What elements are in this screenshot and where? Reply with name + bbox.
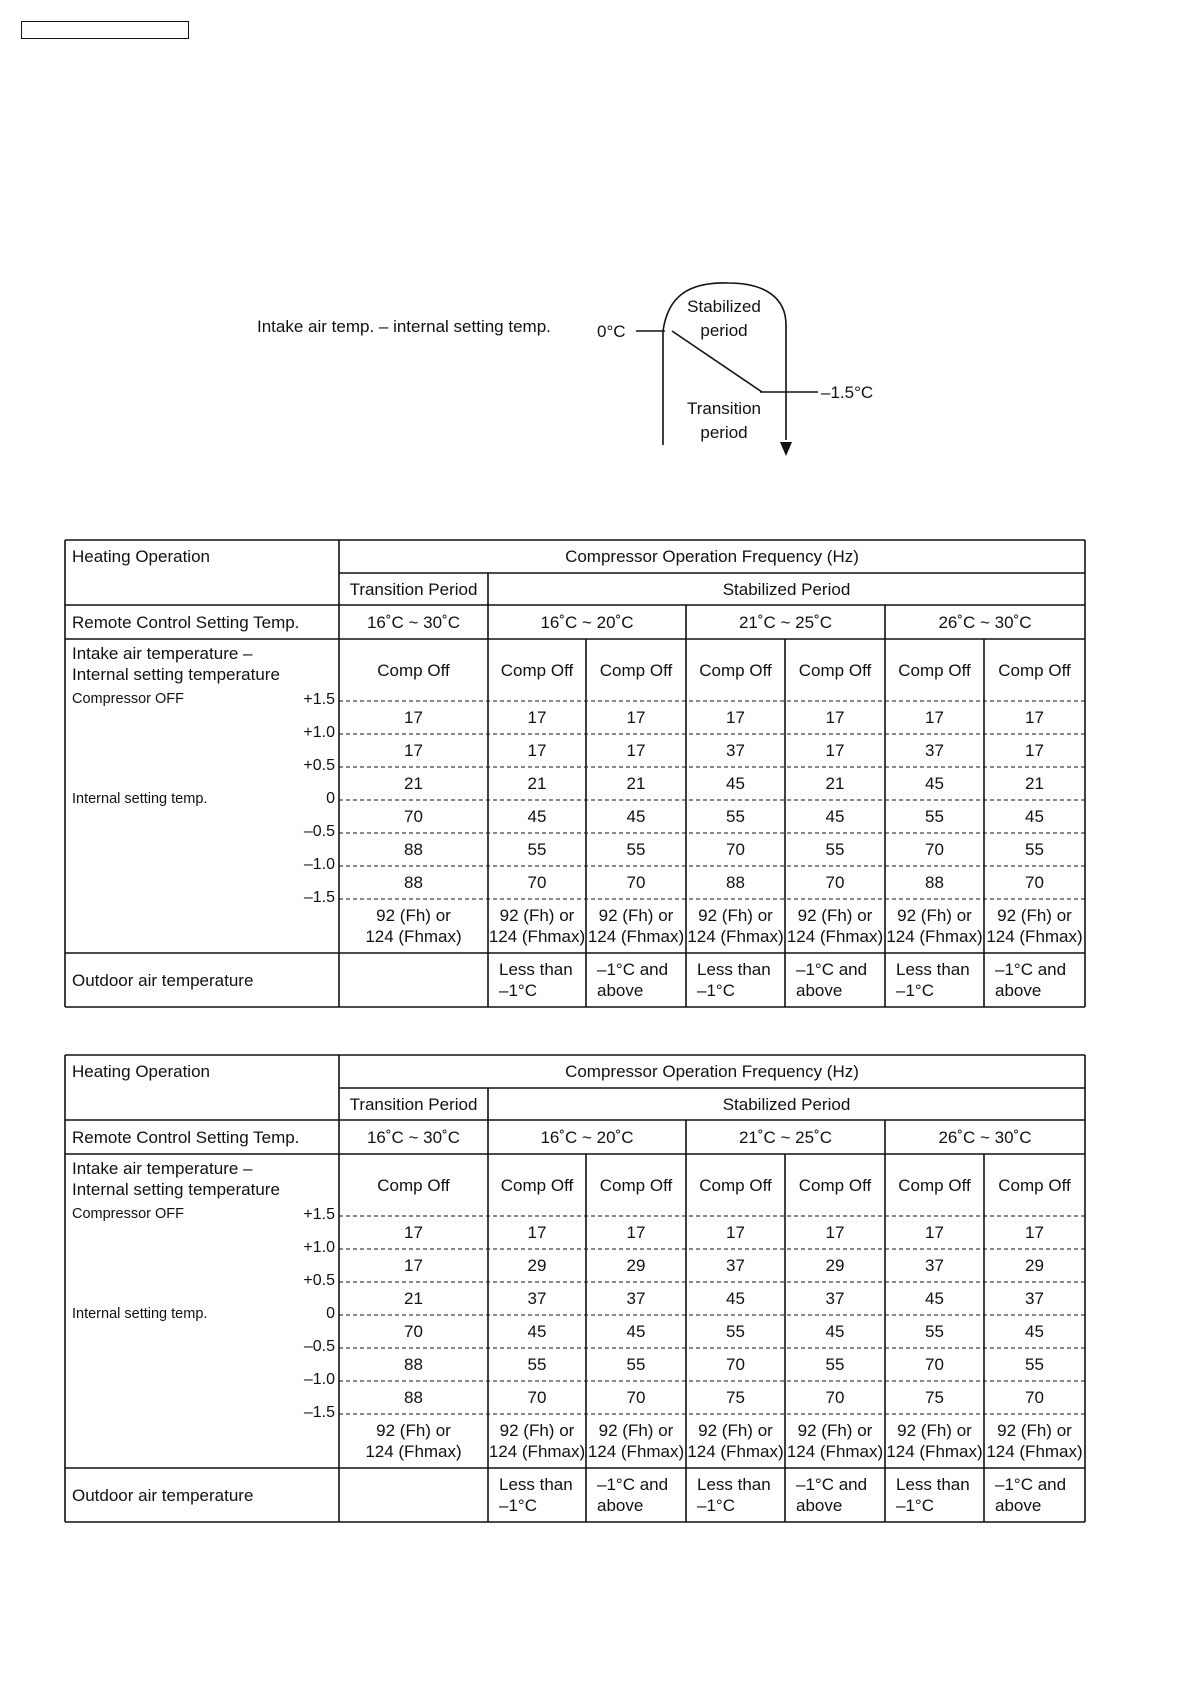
table-cell: 45 — [825, 807, 845, 826]
table-cell: 92 (Fh) or 124 (Fhmax) — [687, 906, 784, 946]
outdoor-cell — [339, 953, 499, 1007]
table-cell: 45 — [527, 1322, 547, 1341]
diagram-zero-label: 0°C — [597, 322, 626, 341]
table-cell: 17 — [825, 741, 845, 760]
table-cell: 17 — [626, 741, 646, 760]
remote-range: 16˚C ~ 20˚C — [540, 612, 634, 632]
tick-label: –1.0 — [303, 1371, 335, 1388]
tick-label: +1.5 — [303, 1206, 335, 1223]
table-cell: 45 — [925, 1289, 944, 1308]
remote-setting-label: Remote Control Setting Temp. — [72, 1127, 300, 1147]
table-cell: 21 — [527, 774, 547, 793]
table-cell: 70 — [925, 1355, 944, 1374]
tick-label: –1.0 — [303, 856, 335, 873]
table-cell: Comp Off — [699, 1175, 772, 1195]
frequency-table-1 — [65, 540, 1085, 1010]
down-arrow-icon — [780, 442, 792, 456]
outdoor-cell: Less than –1°C — [697, 960, 771, 1000]
table-cell: 17 — [527, 1223, 547, 1242]
table-cell: 92 (Fh) or 124 (Fhmax) — [886, 1421, 983, 1461]
table-cell: 92 (Fh) or 124 (Fhmax) — [786, 906, 884, 946]
remote-range: 16˚C ~ 30˚C — [366, 1127, 461, 1147]
outdoor-air-label: Outdoor air temperature — [72, 1485, 254, 1505]
outdoor-cell: –1°C and above — [796, 960, 868, 1000]
table-cell: 88 — [404, 1388, 423, 1407]
table-cell: 55 — [1025, 1355, 1044, 1374]
tick-label: –0.5 — [303, 823, 335, 840]
table-cell: Comp Off — [998, 660, 1071, 680]
table-cell: 88 — [404, 840, 423, 859]
table-cell: 17 — [925, 1223, 944, 1242]
table-cell: 21 — [404, 774, 423, 793]
table-cell: 29 — [527, 1256, 547, 1275]
table-cell: 45 — [1025, 1322, 1044, 1341]
outdoor-cell: –1°C and above — [995, 1475, 1067, 1515]
table-cell: 55 — [626, 840, 646, 859]
table-cell: 55 — [1025, 840, 1044, 859]
table-cell: 92 (Fh) or 124 (Fhmax) — [986, 906, 1083, 946]
transition-period-header: Transition Period — [349, 1094, 478, 1114]
table-cell: 37 — [1025, 1289, 1044, 1308]
table-cell: Comp Off — [377, 1175, 450, 1195]
table-cell: 45 — [527, 807, 547, 826]
outdoor-cell — [339, 1468, 499, 1522]
table-cell: 70 — [1025, 1388, 1044, 1407]
table-cell: 37 — [925, 1256, 944, 1275]
table-cell: Comp Off — [500, 660, 574, 680]
outdoor-cell: Less than –1°C — [896, 960, 970, 1000]
table-cell: Comp Off — [377, 660, 450, 680]
temperature-diagram — [0, 0, 1191, 480]
table-cell: 17 — [825, 1223, 845, 1242]
compressor-off-label: Compressor OFF — [72, 1206, 184, 1222]
table-cell: 55 — [726, 1322, 745, 1341]
table-cell: 29 — [626, 1256, 646, 1275]
transition-period-header: Transition Period — [349, 579, 478, 599]
outdoor-cell: –1°C and above — [597, 960, 669, 1000]
table-cell: 70 — [925, 840, 944, 859]
table-cell: 17 — [404, 1256, 423, 1275]
remote-range: 16˚C ~ 20˚C — [540, 1127, 634, 1147]
transition-label-2: period — [700, 423, 748, 442]
intake-air-label: Intake air temperature – Internal setting temperature — [72, 1159, 280, 1199]
table-cell: 21 — [404, 1289, 423, 1308]
table-cell: 55 — [527, 840, 547, 859]
transition-label-1: Transition — [686, 399, 762, 418]
table-cell: 92 (Fh) or 124 (Fhmax) — [488, 906, 586, 946]
table-cell: 70 — [527, 1388, 547, 1407]
table-cell: 45 — [925, 774, 944, 793]
table-cell: 21 — [825, 774, 845, 793]
stabilized-label-2: period — [700, 321, 748, 340]
table-cell: Comp Off — [699, 660, 772, 680]
tick-label: –0.5 — [303, 1338, 335, 1355]
table-cell: 17 — [404, 708, 423, 727]
table-cell: 55 — [527, 1355, 547, 1374]
table-cell: 45 — [825, 1322, 845, 1341]
tick-label: +1.5 — [303, 691, 335, 708]
table-cell: Comp Off — [798, 1175, 872, 1195]
tick-label: +1.0 — [303, 1239, 335, 1256]
table-cell: 92 (Fh) or 124 (Fhmax) — [365, 906, 462, 946]
remote-range: 21˚C ~ 25˚C — [738, 612, 833, 632]
frequency-table-2 — [65, 1055, 1085, 1525]
table-cell: 70 — [825, 1388, 845, 1407]
table-cell: 45 — [626, 1322, 646, 1341]
table-cell: 92 (Fh) or 124 (Fhmax) — [587, 906, 685, 946]
table-cell: 88 — [726, 873, 745, 892]
tick-label: 0 — [326, 790, 335, 807]
outdoor-cell: –1°C and above — [995, 960, 1067, 1000]
table-cell: 92 (Fh) or 124 (Fhmax) — [786, 1421, 884, 1461]
table-cell: Comp Off — [998, 1175, 1071, 1195]
table-cell: 55 — [726, 807, 745, 826]
stabilized-period-header: Stabilized Period — [722, 579, 851, 599]
table-cell: 17 — [626, 708, 646, 727]
table-cell: 55 — [825, 1355, 845, 1374]
tick-label: +0.5 — [303, 1272, 335, 1289]
table-cell: 17 — [726, 1223, 745, 1242]
table-cell: 88 — [925, 873, 944, 892]
table-cell: 70 — [825, 873, 845, 892]
remote-range: 26˚C ~ 30˚C — [938, 1127, 1032, 1147]
table-cell: 70 — [527, 873, 547, 892]
table-cell: 17 — [1025, 1223, 1044, 1242]
table-cell: 70 — [626, 873, 646, 892]
table-cell: 70 — [404, 807, 423, 826]
tick-label: –1.5 — [303, 1404, 335, 1421]
table-cell: Comp Off — [798, 660, 872, 680]
outdoor-cell: –1°C and above — [796, 1475, 868, 1515]
table-cell: 37 — [626, 1289, 646, 1308]
table-cell: Comp Off — [898, 660, 971, 680]
table-cell: 75 — [726, 1388, 745, 1407]
table-cell: Comp Off — [898, 1175, 971, 1195]
diagram-minus-label: –1.5°C — [821, 383, 874, 402]
table-cell: 70 — [1025, 873, 1044, 892]
remote-range: 26˚C ~ 30˚C — [938, 612, 1032, 632]
table-cell: 37 — [825, 1289, 845, 1308]
stabilized-label-1: Stabilized — [687, 297, 761, 316]
table-cell: 45 — [726, 1289, 745, 1308]
heating-operation-label: Heating Operation — [72, 1062, 210, 1081]
table-cell: 17 — [726, 708, 745, 727]
intake-air-label: Intake air temperature – Internal setting temperature — [72, 644, 280, 684]
table-cell: 29 — [1025, 1256, 1044, 1275]
table-cell: 37 — [527, 1289, 547, 1308]
table-cell: 88 — [404, 1355, 423, 1374]
table-cell: 17 — [825, 708, 845, 727]
table-cell: 17 — [404, 1223, 423, 1242]
outdoor-cell: Less than –1°C — [499, 960, 573, 1000]
table-cell: 45 — [626, 807, 646, 826]
table-cell: 55 — [825, 840, 845, 859]
tick-label: +1.0 — [303, 724, 335, 741]
internal-setting-label: Internal setting temp. — [72, 791, 208, 807]
table-cell: 92 (Fh) or 124 (Fhmax) — [488, 1421, 586, 1461]
table-cell: 29 — [825, 1256, 845, 1275]
table-cell: 88 — [404, 873, 423, 892]
outdoor-cell: Less than –1°C — [499, 1475, 573, 1515]
table-cell: 45 — [1025, 807, 1044, 826]
table-cell: 17 — [527, 708, 547, 727]
table-cell: 17 — [925, 708, 944, 727]
slope-line — [672, 331, 762, 392]
heating-operation-label: Heating Operation — [72, 547, 210, 566]
table-cell: 70 — [726, 840, 745, 859]
tick-label: –1.5 — [303, 889, 335, 906]
remote-range: 16˚C ~ 30˚C — [366, 612, 461, 632]
table-cell: 37 — [925, 741, 944, 760]
tick-label: +0.5 — [303, 757, 335, 774]
table-cell: 92 (Fh) or 124 (Fhmax) — [687, 1421, 784, 1461]
tick-label: 0 — [326, 1305, 335, 1322]
table-cell: 75 — [925, 1388, 944, 1407]
table-cell: 70 — [626, 1388, 646, 1407]
remote-setting-label: Remote Control Setting Temp. — [72, 612, 300, 632]
table-cell: 55 — [925, 807, 944, 826]
table-cell: 92 (Fh) or 124 (Fhmax) — [986, 1421, 1083, 1461]
table-cell: Comp Off — [599, 1175, 673, 1195]
stabilized-period-header: Stabilized Period — [722, 1094, 851, 1114]
internal-setting-label: Internal setting temp. — [72, 1306, 208, 1322]
outdoor-cell: Less than –1°C — [697, 1475, 771, 1515]
table-cell: 92 (Fh) or 124 (Fhmax) — [365, 1421, 462, 1461]
table-cell: 92 (Fh) or 124 (Fhmax) — [886, 906, 983, 946]
table-cell: Comp Off — [599, 660, 673, 680]
table-cell: 21 — [1025, 774, 1044, 793]
table-cell: 70 — [404, 1322, 423, 1341]
table-cell: Comp Off — [500, 1175, 574, 1195]
table-cell: 17 — [1025, 741, 1044, 760]
compressor-off-label: Compressor OFF — [72, 691, 184, 707]
outdoor-cell: –1°C and above — [597, 1475, 669, 1515]
table-cell: 17 — [527, 741, 547, 760]
table-cell: 92 (Fh) or 124 (Fhmax) — [587, 1421, 685, 1461]
remote-range: 21˚C ~ 25˚C — [738, 1127, 833, 1147]
diagram-left-label: Intake air temp. – internal setting temp. — [257, 317, 551, 336]
table-cell: 37 — [726, 1256, 745, 1275]
frequency-header: Compressor Operation Frequency (Hz) — [565, 1062, 859, 1081]
table-cell: 17 — [626, 1223, 646, 1242]
table-cell: 17 — [1025, 708, 1044, 727]
table-cell: 70 — [726, 1355, 745, 1374]
table-cell: 21 — [626, 774, 646, 793]
outdoor-cell: Less than –1°C — [896, 1475, 970, 1515]
frequency-header: Compressor Operation Frequency (Hz) — [565, 547, 859, 566]
table-cell: 55 — [626, 1355, 646, 1374]
table-cell: 55 — [925, 1322, 944, 1341]
outdoor-air-label: Outdoor air temperature — [72, 970, 254, 990]
table-cell: 45 — [726, 774, 745, 793]
table-cell: 37 — [726, 741, 745, 760]
table-cell: 17 — [404, 741, 423, 760]
